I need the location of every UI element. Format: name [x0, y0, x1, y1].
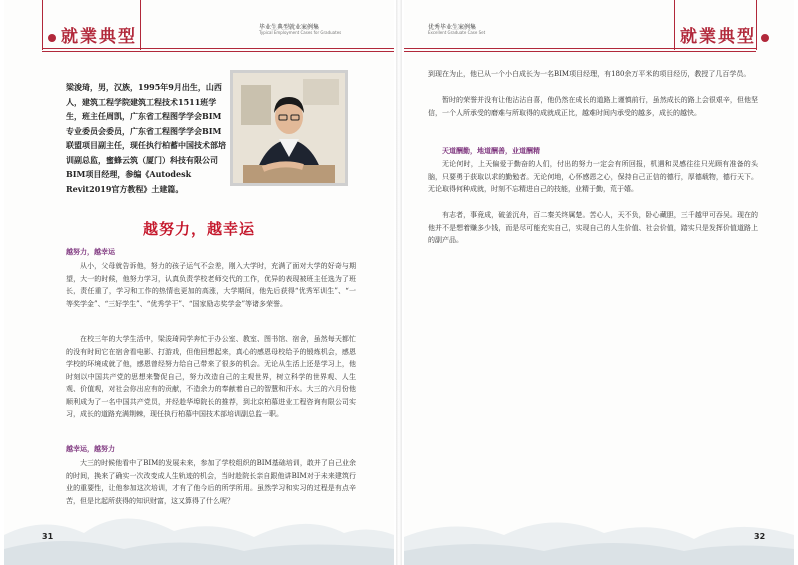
portrait-image: [233, 73, 345, 183]
section-heading: 越努力，越幸运: [66, 247, 115, 256]
section-heading: 越幸运，越努力: [66, 444, 115, 453]
brand-seal-icon: [48, 34, 56, 42]
left-page: [4, 0, 394, 565]
paragraph: 大三的时候他看中了BIM的发展未来，参加了学校组织的BIM基础培训，敢并了自己业余的时间，换来了确实一次改变成人生轨迹的机会，当时趁院长亲自跟他讲BIM对于未来建筑行业的重要性，让他参加这次培训，才有了他今后的所学所用。虽然学习和实习的过程是有点辛苦，但是比起所获得的知识财富，这又算得了什么呢？: [66, 459, 356, 505]
brand-text: 就業典型: [61, 27, 137, 47]
paragraph: 有志者，事竟成，破釜沉舟，百二秦关终属楚。苦心人，天不负，卧心藏胆，三千越甲可吞吴。现在的他并不是想着赚多少钱，而是尽可能充实自己，实现自己的人生价值、社会价值，踏实只是发挥价值道路上的副产品。: [428, 211, 758, 244]
right-page: [404, 0, 794, 565]
book-gutter: [396, 0, 402, 565]
series-subtitle: Excellent Graduate Case Set: [428, 30, 486, 35]
header-rule: [42, 51, 394, 52]
author-bio: 梁浚琦，男，汉族，1995年9月出生，山西人，建筑工程学院建筑工程技术1511班学生，班主任周凯，广东省工程图学学会BIM专业委员会委员，广东省工程图学学会BIM联盟项目副主任，现任执行柏蓄中国技术部培训副总监，蜜蜂云筑（厦门）科技有限公司BIM项目经理，参编《Autodesk Revit2019官方教程》土建篇。: [66, 82, 226, 194]
header-vertical-rule: [674, 0, 675, 50]
brand-text: 就業典型: [680, 27, 756, 47]
brand-logo: [680, 22, 769, 47]
article-title: 越努力，越幸运: [142, 220, 255, 238]
ink-mountain-decoration: [404, 445, 794, 565]
paragraph: 到现在为止，他已从一个小白成长为一名BIM项目经理，有180余万平米的项目经历，教授了几百学员。: [428, 70, 751, 78]
paragraph: 暂时的荣誉并没有让他沾沾自喜，他仍然在成长的道路上谨慎前行，虽然成长的路上会很艰辛，但他坚信，一个人所承受的磨难与所取得的成就成正比，越难时间内承受的越多，成长的越快。: [428, 96, 758, 117]
paragraph: 在校三年的大学生活中，梁浚琦同学奔忙于办公室、教室、图书馆、宿舍，虽然每天都忙的没有时间它在宿舍看电影、打游戏，但他回想起来，真心的感恩母校给予的锻炼机会，感恩学校的环境成就了他，感恩曾经努力给自己带来了很多的机会。无论从生活上还是学习上，他时刻以中国共产党的思想来警促自己，努力改造自己的主观世界，树立科学的世界观、人生观、价值观，对社会你出应有的贡献，不造余力的奉献着自己的智慧和汗水。大三的六月份他顺利成为了一名中国共产党员，并经趁华埠院长的推荐，到北京柏慕进业工程咨询有限公司实习，成长的道路充满荆棘，现任执行柏慕中国技术部培训副总监一职。: [66, 335, 356, 418]
series-subtitle: Typical Employment Cases for Graduates: [259, 30, 342, 35]
header-rule: [404, 51, 756, 52]
header-rule: [404, 48, 756, 49]
brand-logo: [48, 22, 137, 47]
page-number: 31: [42, 532, 54, 541]
section-heading: 天道酬勤，地道酬善，业道酬精: [442, 146, 540, 155]
ink-mountain-decoration: [4, 445, 394, 565]
page-number: 32: [754, 532, 766, 541]
series-title: 毕业生典型就业案例集: [259, 24, 320, 31]
series-title: 优秀毕业生案例集: [428, 24, 477, 31]
header-vertical-rule: [42, 0, 43, 50]
header-vertical-rule: [140, 0, 141, 50]
paragraph: 无论何时，上天偏爱于勤奋的人们，付出的努力一定会有所回报，机遇和灵感往往只光顾有准备的头脑，只要勇于获取以求的勤勉者。无论何地，心怀感恩之心，保持自己正信的德行，厚德载物，德行天下。无论取得何种成就，时刻不忘精进自己的技能，业精于勤，荒于嬉。: [428, 160, 758, 193]
paragraph: 从小，父母就告诉他，努力的孩子运气不会差，刚入大学时，充满了面对大学的好奇与期望，大一的时候，他努力学习，认真负责学校老师交代的工作，优异的表现被班主任选为了班长，责任重了，学习和工作的热情也更加的高涨，大学期间，他先后获得“优秀军训生”、“一等奖学金”、“三好学生”、“优秀学干”、“国家励志奖学金”等诸多荣誉。: [66, 262, 356, 308]
header-rule: [42, 48, 394, 49]
author-photo: [230, 70, 348, 186]
brand-seal-icon: [761, 34, 769, 42]
